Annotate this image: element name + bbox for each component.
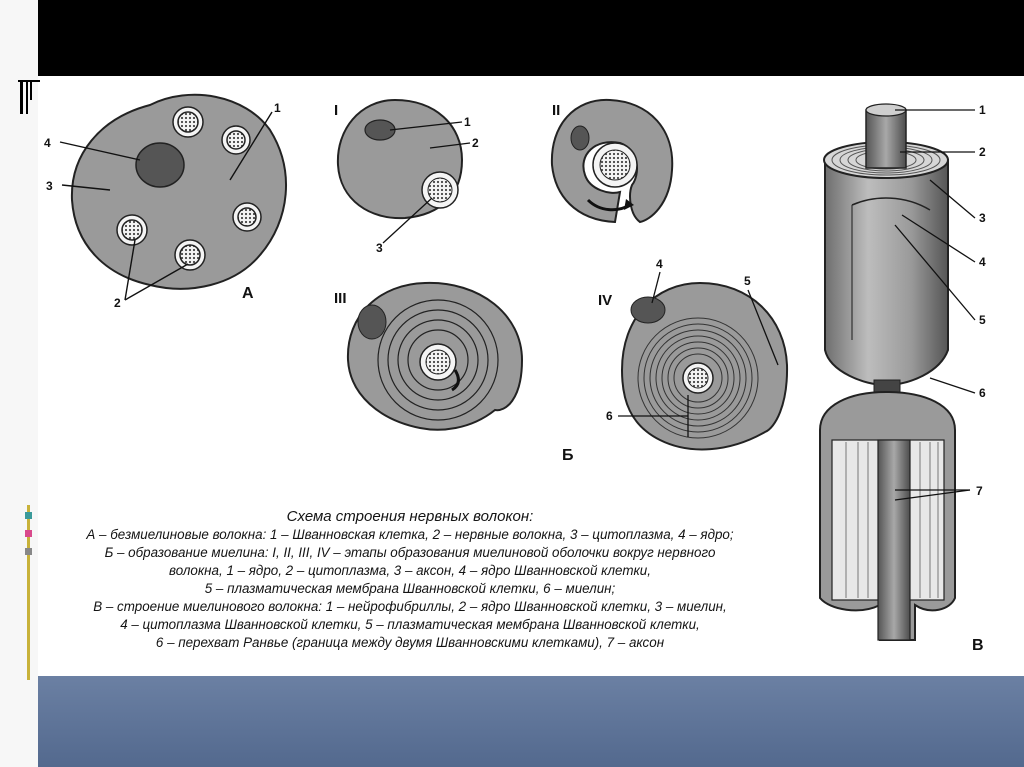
callout-b3: 3 [376, 241, 383, 255]
callout-b2: 2 [472, 136, 479, 150]
callout-b6: 6 [606, 409, 613, 423]
caption-line: волокна, 1 – ядро, 2 – цитоплазма, 3 – аксон, 4 – ядро Шванновской клетки, [169, 563, 651, 578]
callout-v6: 6 [979, 386, 986, 400]
callout-b4: 4 [656, 257, 663, 271]
figure-caption [30, 508, 790, 652]
callout-v5: 5 [979, 313, 986, 327]
nucleus-shape [136, 143, 184, 187]
caption-line: 4 – цитоплазма Шванновской клетки, 5 – плазматическая мембрана Шванновской клетки, [120, 617, 700, 632]
callout-a1: 1 [274, 101, 281, 115]
callout-a2: 2 [114, 296, 121, 310]
callout-v2: 2 [979, 145, 986, 159]
stage-ii-label: II [552, 102, 561, 119]
callout-b5: 5 [744, 274, 751, 288]
scheme-a-unmyelinated-fibers [44, 95, 286, 310]
callout-v1: 1 [979, 103, 986, 117]
scheme-b-label: Б [562, 447, 574, 464]
callout-a4: 4 [44, 136, 51, 150]
caption-line: А – безмиелиновые волокна: 1 – Шванновская клетка, 2 – нервные волокна, 3 – цитоплазма, 4 – ядро; [86, 527, 734, 542]
stage-iii-label: III [334, 290, 347, 307]
stage-iv-label: IV [598, 292, 613, 309]
caption-line: 6 – перехват Ранвье (граница между двумя Шванновскими клетками), 7 – аксон [155, 635, 665, 650]
scheme-v-label: В [972, 637, 984, 654]
scheme-a-label: А [242, 285, 254, 302]
caption-line: Б – образование миелина: I, II, III, IV – этапы образования миелиновой оболочки вокруг нервного [104, 545, 716, 560]
callout-a3: 3 [46, 179, 53, 193]
caption-line: 5 – плазматическая мембрана Шванновской клетки, 6 – миелин; [204, 581, 616, 596]
callout-v7: 7 [976, 484, 983, 498]
stage-iv-diagram [562, 257, 787, 464]
caption-line: В – строение миелинового волокна: 1 – нейрофибриллы, 2 – ядро Шванновской клетки, 3 – миелин, [93, 599, 727, 614]
caption-title: Схема строения нервных волокон: [286, 508, 534, 525]
stage-iii-diagram [334, 283, 522, 430]
scheme-v-myelinated-fiber [820, 103, 986, 654]
callout-v3: 3 [979, 211, 986, 225]
callout-v4: 4 [979, 255, 986, 269]
slide-bottom-band [38, 676, 1024, 767]
stage-i-diagram [334, 100, 479, 255]
callout-b1: 1 [464, 115, 471, 129]
stage-i-label: I [334, 102, 339, 119]
stage-ii-diagram [552, 100, 672, 222]
